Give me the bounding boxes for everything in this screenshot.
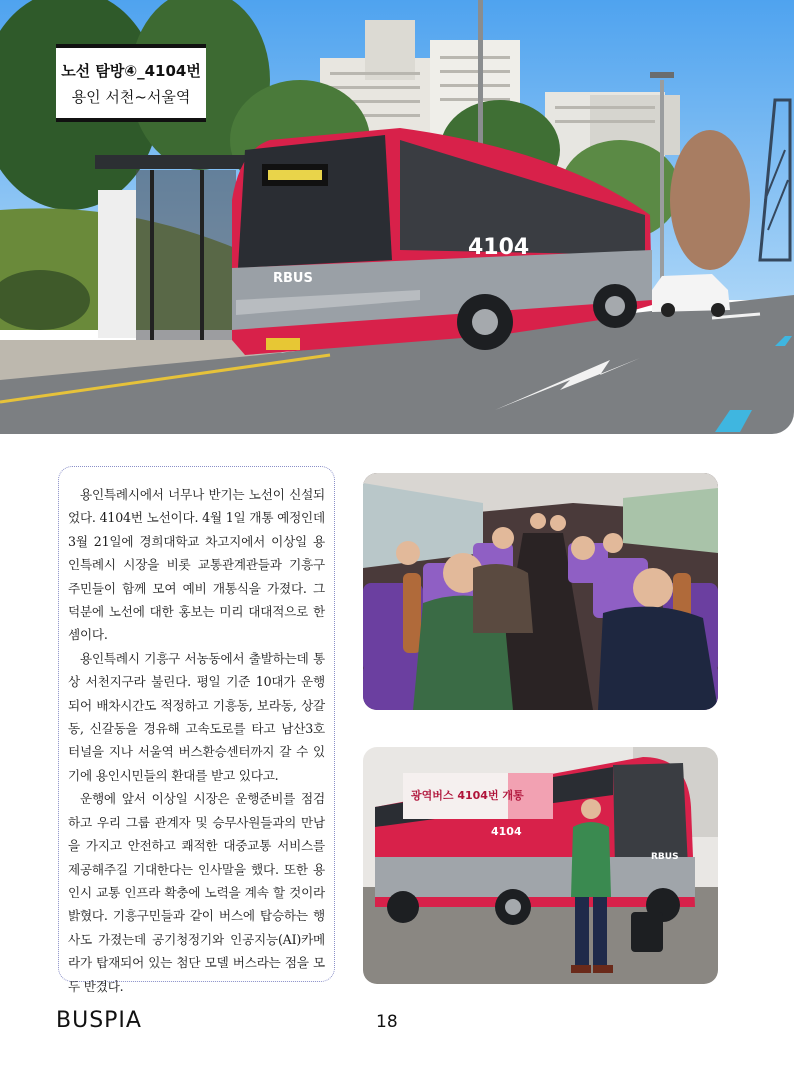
- article-paragraph-1: 용인특례시에서 너무나 반기는 노선이 신설되었다. 4104번 노선이다. 4월 1일 개통 예정인데 3월 21일에 경희대학교 차고지에서 이상일 용인특례시 시장을 비롯 교통관계관들과 기흥구 주민들이 함께 모여 예비 개통식을 가졌다. 그 덕분에 노선에 대한 홍보는 미리 대대적으로 한 셈이다.: [68, 487, 325, 643]
- hero-bus-route-number: 4104: [468, 235, 530, 260]
- bus-banner-text: 광역버스 4104번 개통: [411, 789, 524, 802]
- article-paragraph-3: 운행에 앞서 이상일 시장은 운행준비를 점검하고 우리 그룹 관계자 및 승무사원들과의 만남을 가지고 안전하고 쾌적한 대중교통 서비스를 제공해주길 기대한다는 인사말을 했다. 또한 용인시 교통 인프라 확충에 노력을 계속 할 것이라 밝혔다. 기흥구민들과 같이 버스에 탑승하는 행사도 가졌는데 공기청정기와 인공지능(AI)카메라가 탑재되어 있는 첨단 모델 버스라는 점을 모두 반겼다.: [68, 791, 325, 994]
- bus-route-number: 4104: [491, 825, 522, 838]
- article-paragraph-2: 용인특례시 기흥구 서농동에서 출발하는데 통상 서천지구라 불린다. 평일 기준 10대가 운행되어 배차시간도 적정하고 기흥동, 보라동, 상갈동, 신갈동을 경유해 고속도로를 타고 남산3호터널을 지나 서울역 버스환승센터까지 갈 수 있기에 용인시민들의 환대를 받고 있다고.: [68, 650, 325, 783]
- hero-photo: [0, 0, 794, 434]
- inauguration-scene: [363, 747, 718, 984]
- hero-bus-brand: RBUS: [273, 271, 313, 286]
- bus-brand: RBUS: [651, 852, 679, 862]
- route-caption-subtitle: 용인 서천~서울역: [71, 87, 191, 106]
- buspia-logo: BUSPIA: [56, 1008, 142, 1033]
- article-text-box: [58, 466, 335, 994]
- route-caption-box: [56, 44, 206, 122]
- passengers-photo: [363, 473, 718, 710]
- page-number: 18: [376, 1012, 398, 1032]
- bus-interior-scene: [363, 473, 718, 710]
- route-caption-title: 노선 탐방④_4104번: [61, 61, 201, 80]
- inauguration-bus-photo: [363, 747, 718, 984]
